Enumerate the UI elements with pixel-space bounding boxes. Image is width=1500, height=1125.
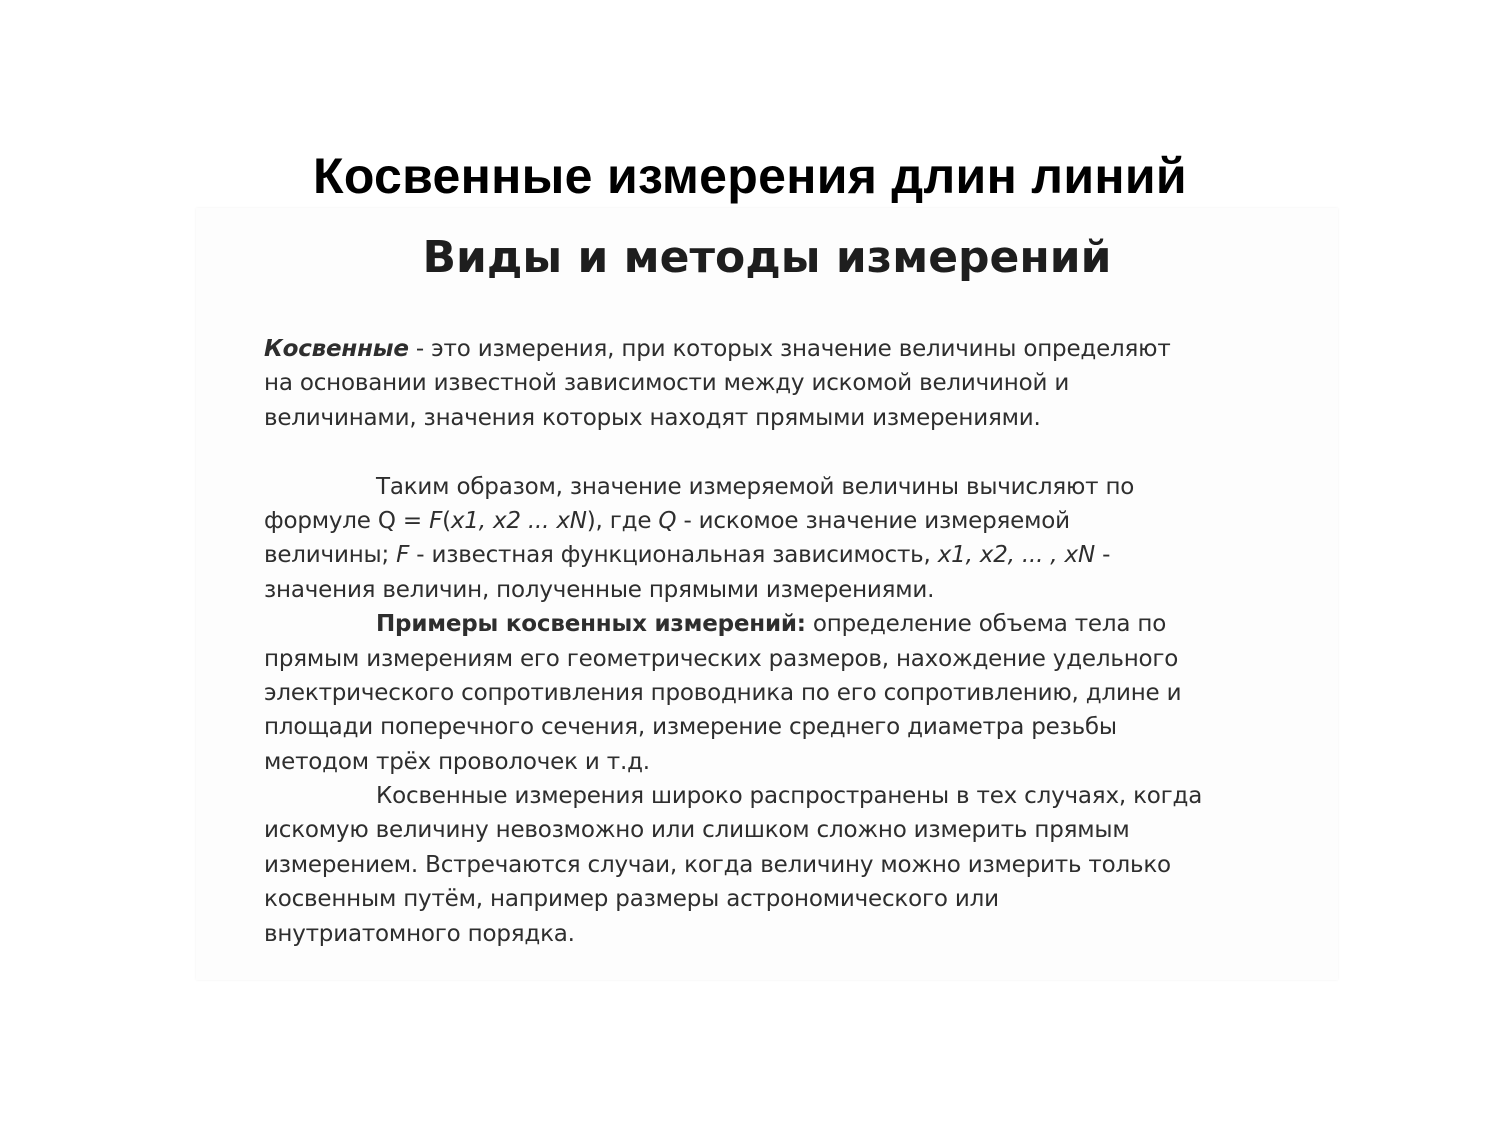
paragraph-4-line-2: искомую величину невозможно или слишком сложно измерить прямым: [264, 817, 1130, 844]
examples-text: определение объема тела по: [805, 611, 1167, 638]
paragraph-4-line-4: косвенным путём, например размеры астрономического или: [264, 886, 999, 913]
definition-text: - это измерения, при которых значение величины определяют: [408, 336, 1171, 362]
paragraph-3-line-4: площади поперечного сечения, измерение среднего диаметра резьбы: [264, 714, 1117, 741]
paragraph-1-line-1: [264, 332, 1314, 366]
term-indirect: Косвенные: [264, 336, 409, 362]
paragraph-4-text: Косвенные измерения широко распространены в тех случаях, когда: [376, 783, 1203, 810]
paragraph-2-line-4: значения величин, полученные прямыми измерениями.: [264, 576, 935, 603]
paragraph-3-line-2: прямым измерениям его геометрических размеров, нахождение удельного: [264, 645, 1179, 672]
formula-line3-prefix: величины;: [264, 542, 397, 569]
formula-paren-close: ), где: [586, 507, 659, 534]
formula-line3-text: - известная функциональная зависимость,: [409, 542, 938, 569]
examples-label: Примеры косвенных измерений:: [376, 611, 806, 638]
paragraph-2-line-3: [264, 538, 1314, 572]
content-heading: Виды и методы измерений: [422, 232, 1112, 283]
paragraph-4-line-1: [264, 779, 1314, 813]
paragraph-2-text: Таким образом, значение измеряемой величины вычисляют по: [376, 473, 1135, 500]
slide-title: Косвенные измерения длин линий: [313, 147, 1187, 204]
paragraph-3-line-3: электрического сопротивления проводника по его сопротивлению, длине и: [264, 679, 1182, 706]
formula-arguments: x1, x2 ... xN: [450, 507, 587, 534]
content-image: [196, 208, 1338, 980]
paragraph-4-line-5: внутриатомного порядка.: [264, 920, 575, 947]
formula-f-symbol: F: [396, 542, 410, 569]
paragraph-1-line-3: величинами, значения которых находят прямыми измерениями.: [264, 404, 1041, 431]
paragraph-2-line-1: [264, 470, 1314, 504]
formula-description: - искомое значение измеряемой: [676, 507, 1070, 534]
paragraph-4-line-3: измерением. Встречаются случаи, когда величину можно измерить только: [264, 851, 1171, 878]
paragraph-1-line-2: на основании известной зависимости между искомой величиной и: [264, 370, 1070, 397]
paragraph-3-line-5: методом трёх проволочек и т.д.: [264, 748, 650, 775]
paragraph-spacer: [264, 435, 1314, 469]
paragraph-2-line-2: [264, 504, 1314, 538]
paragraph-3-line-1: [264, 607, 1314, 641]
formula-q: Q: [658, 507, 677, 534]
content-text: [264, 332, 1314, 951]
formula-function: F: [429, 507, 443, 534]
formula-line3-dash: -: [1094, 542, 1111, 569]
formula-paren-open: (: [442, 507, 451, 534]
formula-prefix: формуле Q =: [264, 507, 430, 534]
formula-x-values: x1, x2, ... , xN: [937, 542, 1095, 569]
